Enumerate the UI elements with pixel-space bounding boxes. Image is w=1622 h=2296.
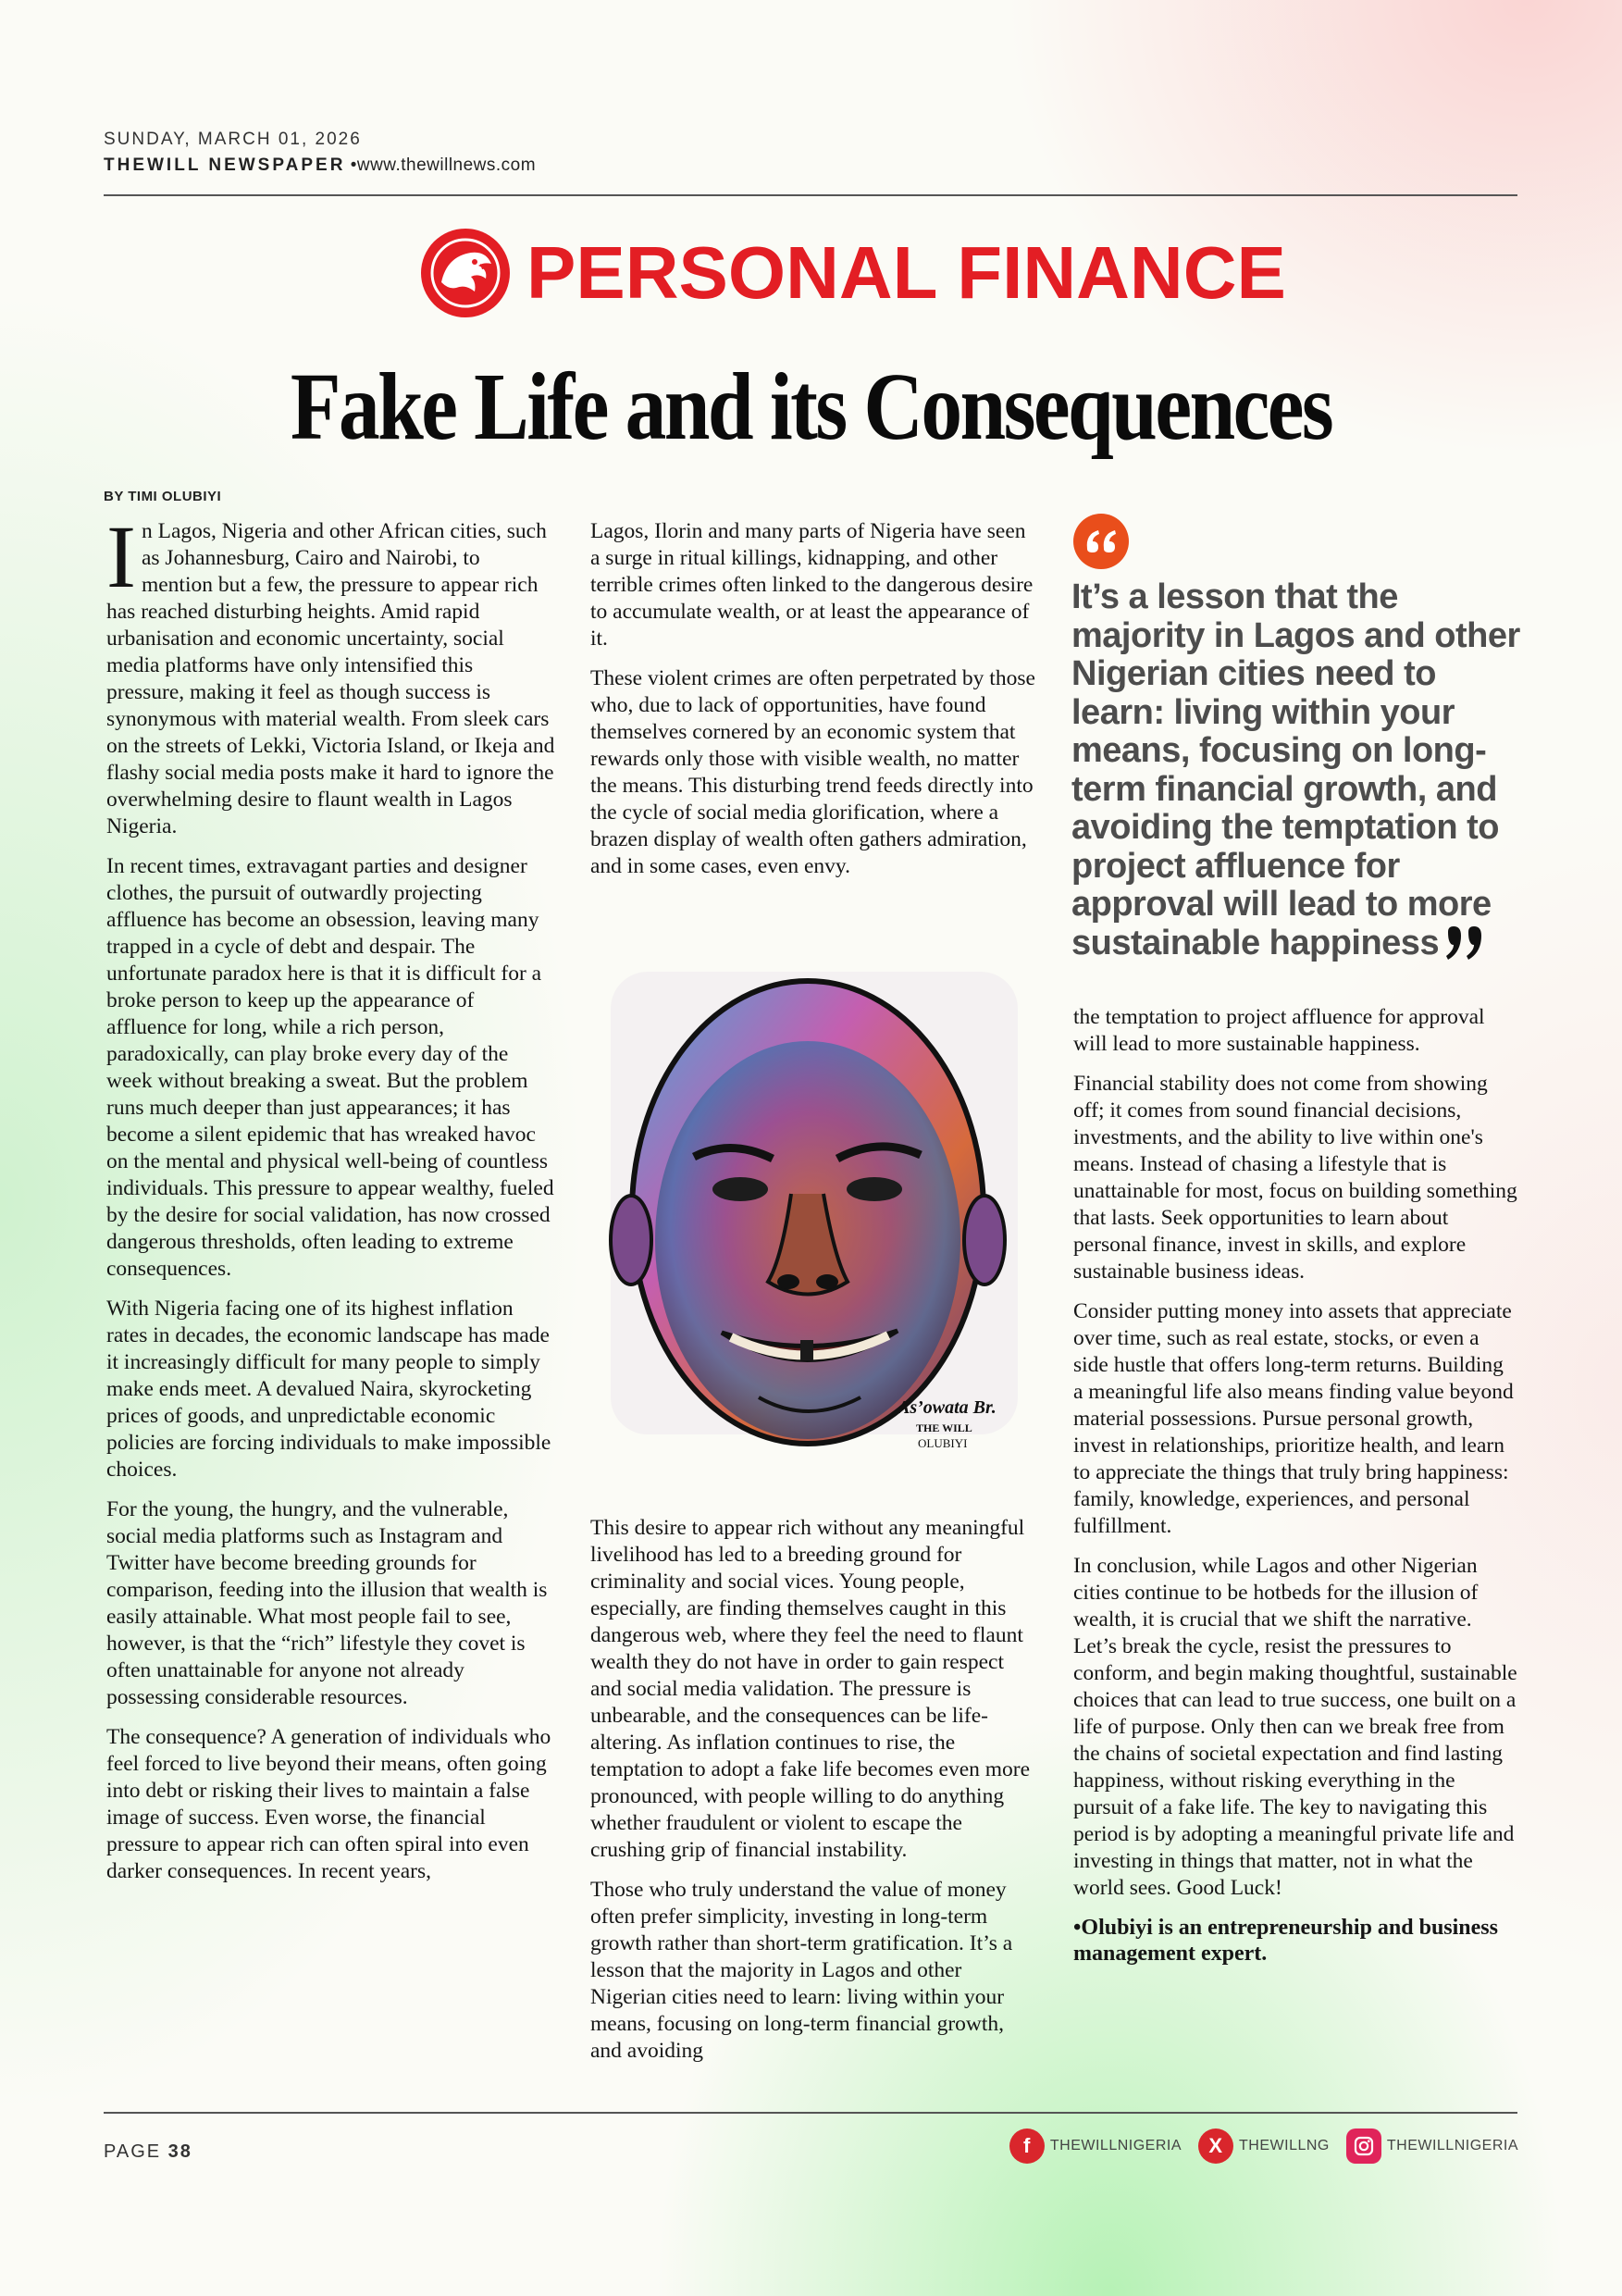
article-paragraph: the temptation to project affluence for approval will lead to more sustainable happiness. — [1073, 1005, 1485, 1056]
article-paragraph: This desire to appear rich without any meaningful livelihood has led to a breeding ground for criminality and social vices. Young people, especially, are finding themselves caught in this dangerous web, where they feel the need to flaunt wealth they do not have in order to gain respect and social media validation. The pressure is unbearable, and the consequences can be life-altering. As inflation continues to rise, the temptation to adopt a fake life becomes even more pronounced, with people willing to do anything whether fraudulent or violent to escape the crushing grip of financial instability. — [590, 1516, 1031, 1862]
byline: BY TIMI OLUBIYI — [104, 489, 222, 504]
section-title: PERSONAL FINANCE — [526, 231, 1286, 314]
facebook-handle: THEWILLNIGERIA — [1049, 2138, 1182, 2153]
article-paragraph: With Nigeria facing one of its highest inflation rates in decades, the economic landscape has made it increasingly difficult for many people to simply make ends meet. A devalued Naira, skyrocketing prices of goods, and unpredictable economic policies are forcing individuals to make impossible choices. — [106, 1297, 551, 1482]
facebook-link[interactable] — [1009, 2128, 1182, 2164]
section-banner — [421, 227, 1286, 319]
article-paragraph: These violent crimes are often perpetrated by those who, due to lack of opportunities, have found themselves cornered by an economic system that rewards only those with visible wealth, no matter the means. This disturbing trend feeds directly into the cycle of social media glorification, where a brazen display of wealth often gathers admiration, and in some cases, even envy. — [590, 666, 1035, 878]
page-label: PAGE — [104, 2141, 162, 2162]
x-icon: X — [1198, 2128, 1233, 2164]
header-divider — [104, 194, 1517, 196]
illustration-credit: OLUBIYI — [918, 1436, 968, 1450]
article-paragraph: Those who truly understand the value of money often prefer simplicity, investing in long-term growth rather than short-term gratification. It’s a lesson that the majority in Lagos and other Nigerian cities need to learn: living within your means, focusing on long-term financial growth, and avoiding — [590, 1878, 1013, 2063]
article-paragraph: In recent times, extravagant parties and designer clothes, the pursuit of outwardly projecting affluence has become an obsession, leaving many trapped in a cycle of debt and despair. The unfortunate paradox here is that it is difficult for a broke person to keep up the appearance of affluence for long, while a rich person, paradoxically, can play broke every day of the week without breaking a sweat. But the problem runs much deeper than just appearances; it has become a silent epidemic that has wreaked havoc on the mental and physical well-being of countless individuals. This pressure to appear wealthy, fueled by the desire for social validation, has now crossed dangerous thresholds, often leading to extreme consequences. — [106, 854, 554, 1281]
instagram-icon — [1346, 2128, 1381, 2164]
x-handle: THEWILLNG — [1239, 2138, 1330, 2153]
article-paragraph: Financial stability does not come from showing off; it comes from sound financial decisions, investments, and the ability to live within one's means. Instead of chasing a lifestyle that is unattainable for most, focus on building something that lasts. Seek opportunities to learn about personal finance, invest in skills, and explore sustainable business ideas. — [1073, 1072, 1517, 1284]
article-column-1 — [106, 507, 555, 1898]
x-link[interactable] — [1198, 2128, 1330, 2164]
article-paragraph: The consequence? A generation of individuals who feel forced to live beyond their means, often going into debt or risking their lives to maintain a false image of success. Even worse, the financial pressure to appear rich can often spiral into even darker consequences. In recent years, — [106, 1725, 551, 1883]
article-column-3 — [1073, 1004, 1517, 1980]
close-quote-icon — [1444, 926, 1491, 973]
article-paragraph: In Lagos, Nigeria and other African cities, such as Johannesburg, Cairo and Nairobi, to mention but a few, the pressure to appear rich has reached disturbing heights. Amid rapid urbanisation and economic uncertainty, social media platforms have only intensified this pressure, making it feel as though success is synonymous with material wealth. From sleek cars on the streets of Lekki, Victoria Island, or Ikeja and flashy social media posts make it hard to ignore the overwhelming desire to flaunt wealth in Lagos Nigeria. — [106, 507, 555, 838]
article-column-2-bottom — [590, 1515, 1039, 2078]
footer-divider — [104, 2112, 1517, 2114]
eagle-logo-icon — [421, 229, 510, 317]
artist-signature: As’owata Br. — [898, 1397, 997, 1418]
illustration-brand: THE WILL — [916, 1421, 972, 1434]
pull-quote-text: It’s a lesson that the majority in Lagos and other Nigerian cities need to learn: living within your means, focusing on long-term financial growth, and avoiding the temptation to project affluence for approval will lead to more sustainable happiness — [1071, 577, 1520, 962]
article-paragraph: Consider putting money into assets that appreciate over time, such as real estate, stocks, or even a side hustle that offers long-term returns. Building a meaningful life also means finding value beyond material possessions. Pursue personal growth, invest in relationships, prioritize health, and learn to appreciate the things that truly bring happiness: family, knowledge, experiences, and personal fulfillment. — [1073, 1299, 1514, 1538]
newspaper-name: THEWILL NEWSPAPER — [104, 155, 346, 175]
publication-date: SUNDAY, MARCH 01, 2026 — [104, 130, 362, 149]
website-url: •www.thewillnews.com — [350, 155, 537, 175]
pull-quote — [1071, 578, 1525, 972]
page-number-value: 38 — [167, 2141, 192, 2162]
instagram-handle: THEWILLNIGERIA — [1386, 2138, 1518, 2153]
instagram-link[interactable] — [1346, 2128, 1518, 2164]
author-bio: •Olubiyi is an entrepreneurship and business management expert. — [1073, 1916, 1498, 1966]
drop-cap: I — [106, 507, 136, 606]
social-links — [1009, 2128, 1518, 2164]
open-quote-icon — [1073, 514, 1129, 569]
facebook-icon: f — [1009, 2128, 1045, 2164]
article-paragraph: In conclusion, while Lagos and other Nigerian cities continue to be hotbeds for the illusion of wealth, it is crucial that we shift the narrative. Let’s break the cycle, resist the pressures to conform, and begin making thoughtful, sustainable choices that can lead to true success, one built on a life of purpose. Only then can we break free from the chains of societal expectation and find lasting happiness, without risking everything in the pursuit of a fake life. The key to navigating this period is by adopting a meaningful private life and investing in things that matter, not in what the world sees. Good Luck! — [1073, 1554, 1517, 1900]
portrait-illustration — [592, 962, 1027, 1481]
publication-line — [104, 155, 536, 176]
article-headline: Fake Life and its Consequences — [290, 354, 1332, 460]
article-column-2-top — [590, 518, 1039, 893]
article-paragraph: Lagos, Ilorin and many parts of Nigeria have seen a surge in ritual killings, kidnapping, and other terrible crimes often linked to the dangerous desire to accumulate wealth, or at least the appearance of it. — [590, 519, 1034, 651]
article-paragraph: For the young, the hungry, and the vulnerable, social media platforms such as Instagram and Twitter have become breeding grounds for comparison, feeding into the illusion that wealth is easily attainable. What most people fail to see, however, is that the “rich” lifestyle they covet is often unattainable for anyone not already possessing considerable resources. — [106, 1497, 548, 1709]
page-number — [104, 2141, 192, 2163]
